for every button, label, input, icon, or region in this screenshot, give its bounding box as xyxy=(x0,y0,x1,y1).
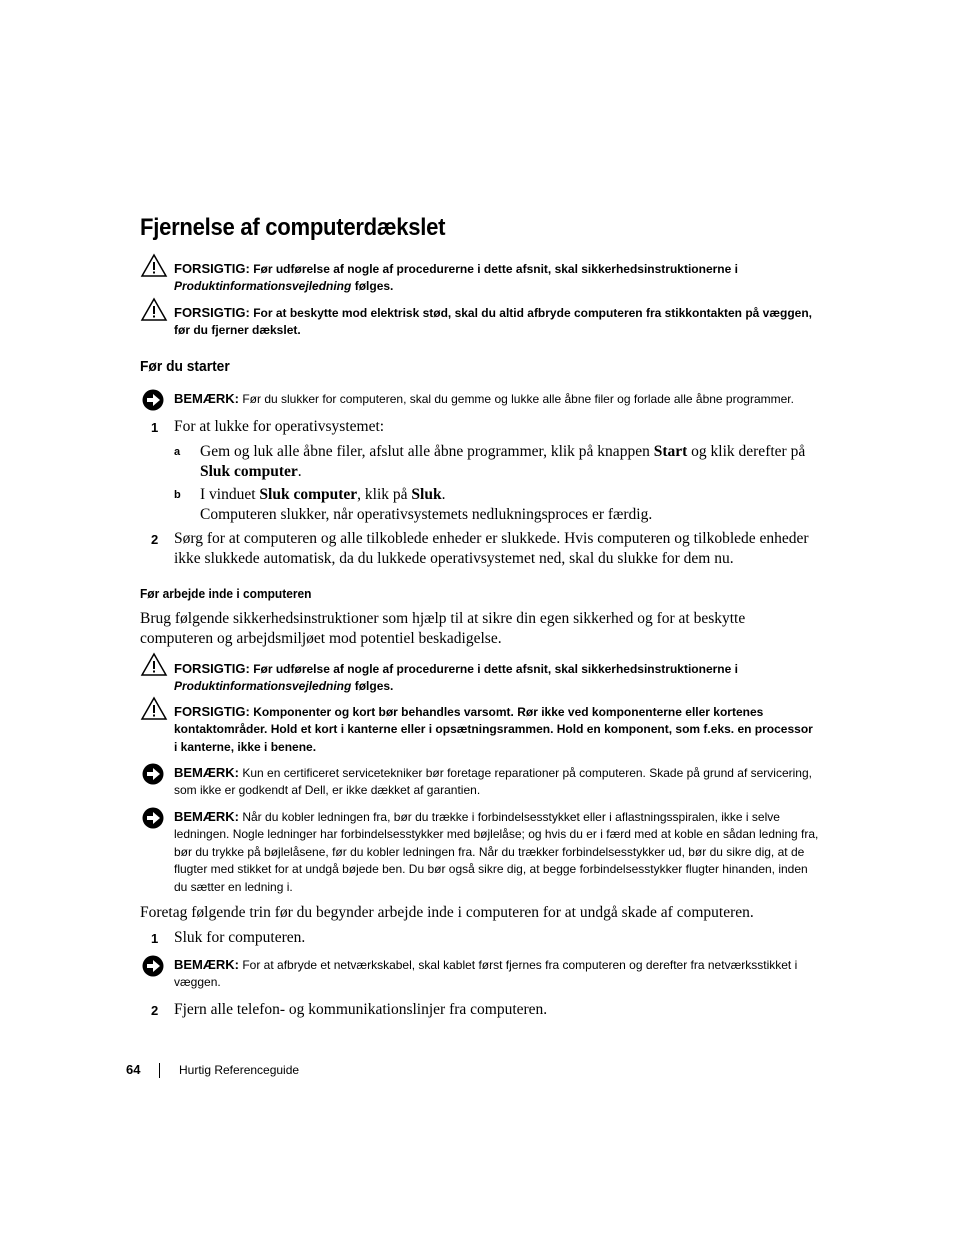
note-1 xyxy=(174,390,834,408)
notice-icon xyxy=(140,762,168,788)
substep-letter: b xyxy=(174,489,181,501)
notice-icon xyxy=(140,388,168,414)
substep-text: og klik derefter på xyxy=(691,443,806,460)
notice-icon xyxy=(140,806,168,832)
caution-text: Før udførelse af nogle af procedurerne i dette afsnit, skal sikkerhedsinstruktionerne i xyxy=(253,662,738,676)
note-text: Når du kobler ledningen fra, bør du trække i forbindelsesstykket eller i aflastningsspiralen, ikke i selve ledningen. Nogle ledninger har forbindelsesstykker med bøjlelåse; og hvis du er i færd med at koble en sådan ledning fra, bør du trykke på bøjlelåsene, før du kobler ledningen fra. Når du trækker forbindelsesstykker ud, bør du sikre dig, at de flugter med stikket for at undgå bøjede ben. Du bør også sikre dig, at begge forbindelsesstykker flugter hinanden, inden du sætter en ledning i. xyxy=(174,810,819,894)
caution-tail: følges. xyxy=(354,679,394,694)
step-text: Fjern alle telefon- og kommunikationslinjer fra computeren. xyxy=(174,1001,548,1018)
step-number: 1 xyxy=(151,931,159,946)
note-label: BEMÆRK: xyxy=(174,809,239,824)
substep-text: , klik på xyxy=(357,486,408,503)
ui-term-shutdown: Sluk computer xyxy=(259,486,358,503)
note-text: Før du slukker for computeren, skal du gemme og lukke alle åbne filer og forlade alle åbne programmer. xyxy=(242,392,794,406)
section-heading: Før du starter xyxy=(140,358,230,375)
ui-term-shutdown: Sluk computer xyxy=(200,462,298,480)
ui-term-start: Start xyxy=(653,443,688,460)
ui-term-sluk: Sluk xyxy=(411,486,442,503)
step-text: Sørg for at computeren og alle tilkoblede enheder er slukkede. Hvis computeren og tilkoblede enheder ikke slukkede automatisk, da du lukkede operativsystemet ned, skal du slukke for dem nu. xyxy=(174,530,809,567)
caution-icon xyxy=(140,652,168,678)
notice-icon xyxy=(140,954,168,980)
caution-icon xyxy=(140,297,168,323)
caution-tail: følges. xyxy=(354,279,394,294)
caution-4 xyxy=(174,703,819,756)
subsection-heading: Før arbejde inde i computeren xyxy=(140,586,312,601)
caution-reference: Produktinformationsvejledning xyxy=(174,279,352,294)
caution-reference: Produktinformationsvejledning xyxy=(174,679,352,694)
note-2 xyxy=(174,764,819,800)
caution-1 xyxy=(174,260,819,296)
substep-letter: a xyxy=(174,446,181,458)
note-text: For at afbryde et netværkskabel, skal kablet først fjernes fra computeren og derefter fra netværksstikket i væggen. xyxy=(174,958,798,990)
caution-label: FORSIGTIG: xyxy=(174,305,250,320)
step-number: 2 xyxy=(151,532,159,547)
page-title: Fjernelse af computerdækslet xyxy=(140,214,446,241)
substep-text: I vinduet xyxy=(200,486,256,503)
footer-divider xyxy=(159,1063,160,1078)
note-text: Kun en certificeret servicetekniker bør foretage reparationer på computeren. Skade på grund af servicering, som ikke er godkendt af Dell, er ikke dækket af garantien. xyxy=(174,766,812,798)
substep-text: . xyxy=(441,486,446,503)
caution-label: FORSIGTIG: xyxy=(174,261,250,276)
note-4 xyxy=(174,956,819,992)
substep-result: Computeren slukker, når operativsystemets nedlukningsproces er færdig. xyxy=(200,505,653,523)
substep-text: Gem og luk alle åbne filer, afslut alle åbne programmer, klik på knappen xyxy=(200,443,650,460)
note-label: BEMÆRK: xyxy=(174,765,239,780)
step-number: 1 xyxy=(151,420,159,435)
intro-paragraph: Brug følgende sikkerhedsinstruktioner som hjælp til at sikre din egen sikkerhed og for at beskytte computeren og arbejdsmiljøet mod potentiel beskadigelse. xyxy=(140,610,746,647)
caution-3 xyxy=(174,660,819,696)
caution-2 xyxy=(174,304,819,340)
caution-text: For at beskytte mod elektrisk stød, skal du altid afbryde computeren fra stikkontakten på væggen, før du fjerner dækslet. xyxy=(174,306,813,338)
step-text: For at lukke for operativsystemet: xyxy=(174,418,385,435)
caution-text: Før udførelse af nogle af procedurerne i dette afsnit, skal sikkerhedsinstruktionerne i xyxy=(253,262,738,276)
step-number: 2 xyxy=(151,1003,159,1018)
step-text: Sluk for computeren. xyxy=(174,929,306,946)
note-label: BEMÆRK: xyxy=(174,957,239,972)
paragraph: Foretag følgende trin før du begynder arbejde inde i computeren for at undgå skade af computeren. xyxy=(140,904,754,921)
note-label: BEMÆRK: xyxy=(174,391,239,406)
caution-text: Komponenter og kort bør behandles varsomt. Rør ikke ved komponenterne eller kortenes kontaktområder. Hold et kort i kanterne eller i opsætningsrammen. Hold en komponent, som f.eks. en processor i kanterne, ikke i benene. xyxy=(174,705,813,754)
substep-b xyxy=(200,485,820,524)
substep-a xyxy=(200,442,820,481)
footer-title: Hurtig Referenceguide xyxy=(179,1063,300,1077)
note-3 xyxy=(174,808,819,896)
page-number: 64 xyxy=(126,1062,141,1077)
substep-text: . xyxy=(297,462,302,480)
caution-icon xyxy=(140,253,168,279)
caution-icon xyxy=(140,696,168,722)
caution-label: FORSIGTIG: xyxy=(174,661,250,676)
caution-label: FORSIGTIG: xyxy=(174,704,250,719)
